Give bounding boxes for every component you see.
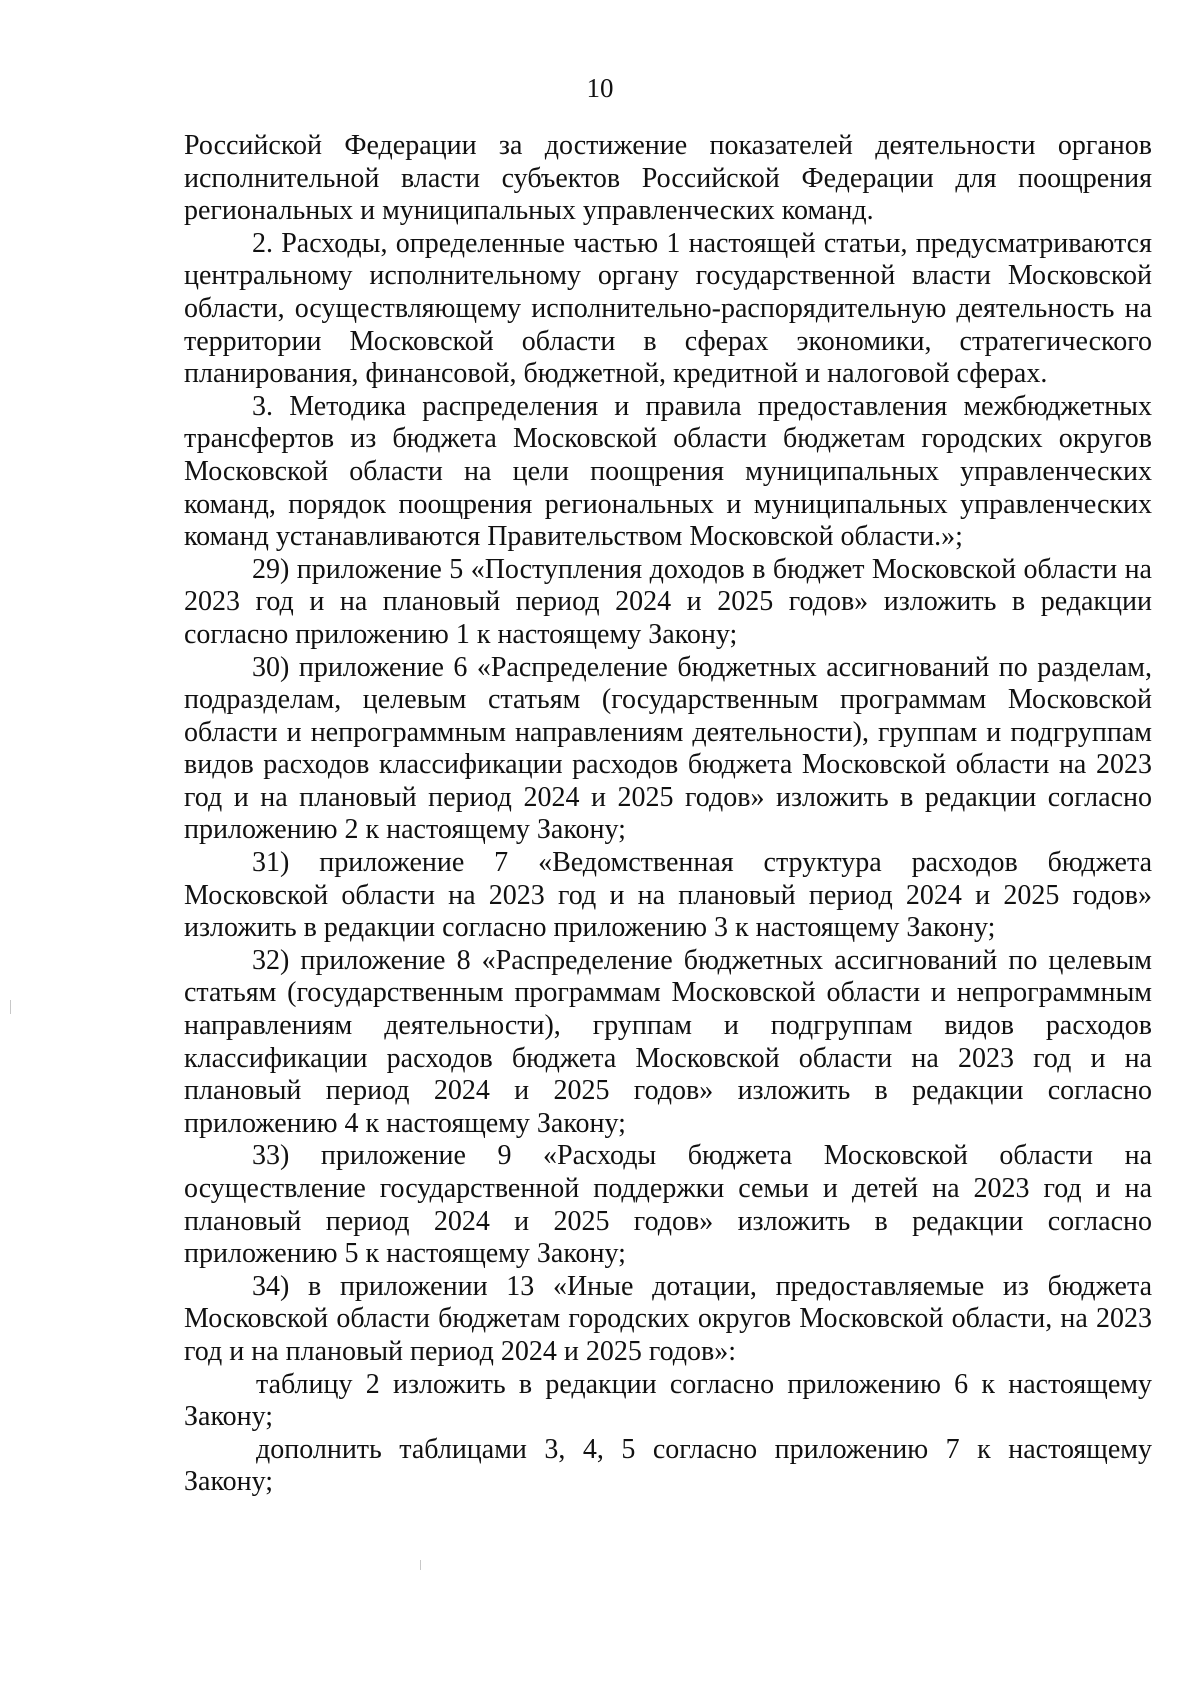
paragraph-continuation: Российской Федерации за достижение показателей деятельности органов исполнительной власти субъектов Российской Федерации для поощрения региональных и муниципальных управленческих команд. <box>184 130 1152 227</box>
paragraph-item-29: 29) приложение 5 «Поступления доходов в бюджет Московской области на 2023 год и на плановый период 2024 и 2025 годов» изложить в редакции согласно приложению 1 к настоящему Закону; <box>184 553 1152 650</box>
paragraph-table-2: таблицу 2 изложить в редакции согласно приложению 6 к настоящему Закону; <box>184 1368 1152 1433</box>
document-body <box>184 130 1152 1499</box>
paragraph-item-34: 34) в приложении 13 «Иные дотации, предоставляемые из бюджета Московской области бюджетам городских округов Московской области, на 2023 год и на плановый период 2024 и 2025 годов»: <box>184 1270 1152 1367</box>
paragraph-item-32: 32) приложение 8 «Распределение бюджетных ассигнований по целевым статьям (государственным программам Московской области и непрограммным направлениям деятельности), группам и подгруппам видов расходов классификации расходов бюджета Московской области на 2023 год и на плановый период 2024 и 2025 годов» изложить в редакции согласно приложению 4 к настоящему Закону; <box>184 944 1152 1139</box>
paragraph-item-33: 33) приложение 9 «Расходы бюджета Московской области на осуществление государственной поддержки семьи и детей на 2023 год и на плановый период 2024 и 2025 годов» изложить в редакции согласно приложению 5 к настоящему Закону; <box>184 1140 1152 1270</box>
paragraph-item-30: 30) приложение 6 «Распределение бюджетных ассигнований по разделам, подразделам, целевым статьям (государственным программам Московской области и непрограммным направлениям деятельности), группам и подгруппам видов расходов классификации расходов бюджета Московской области на 2023 год и на плановый период 2024 и 2025 годов» изложить в редакции согласно приложению 2 к настоящему Закону; <box>184 651 1152 846</box>
paragraph-tables-3-4-5: дополнить таблицами 3, 4, 5 согласно приложению 7 к настоящему Закону; <box>184 1433 1152 1498</box>
paragraph-item-31: 31) приложение 7 «Ведомственная структура расходов бюджета Московской области на 2023 год и на плановый период 2024 и 2025 годов» изложить в редакции согласно приложению 3 к настоящему Закону; <box>184 847 1152 944</box>
page-number: 10 <box>586 73 614 103</box>
scan-speck <box>420 1560 421 1570</box>
paragraph-item-2: 2. Расходы, определенные частью 1 настоящей статьи, предусматриваются центральному исполнительному органу государственной власти Московской области, осуществляющему исполнительно-распорядительную деятельность на территории Московской области в сферах экономики, стратегического планирования, финансовой, бюджетной, кредитной и налоговой сферах. <box>184 227 1152 390</box>
paragraph-item-3: 3. Методика распределения и правила предоставления межбюджетных трансфертов из бюджета Московской области бюджетам городских округов Московской области на цели поощрения муниципальных управленческих команд, порядок поощрения региональных и муниципальных управленческих команд устанавливаются Правительством Московской области.»; <box>184 390 1152 553</box>
scan-speck <box>10 1000 11 1014</box>
